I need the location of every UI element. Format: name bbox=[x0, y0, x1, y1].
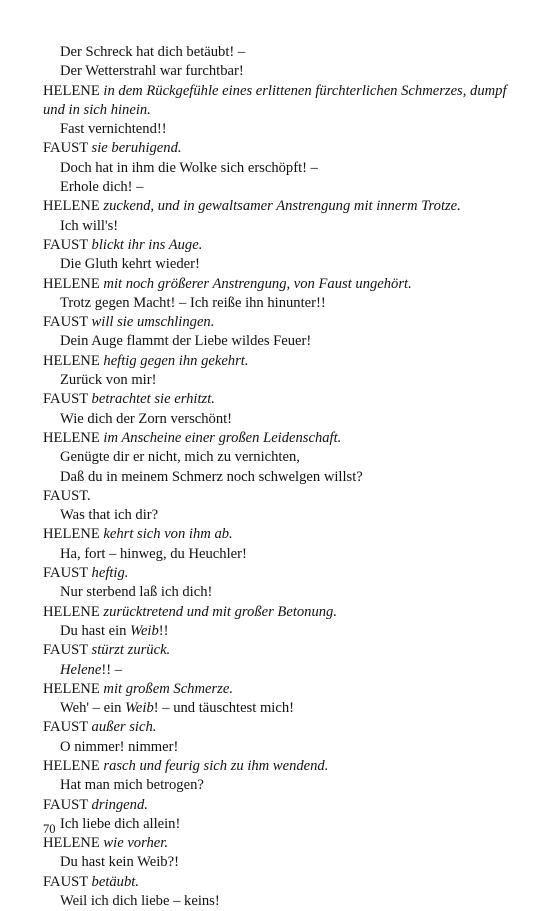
verse-line bbox=[43, 661, 513, 680]
speaker-line bbox=[43, 834, 513, 853]
stage-direction: außer sich. bbox=[91, 719, 157, 736]
emphasis-text: Helene bbox=[60, 661, 102, 678]
verse-line bbox=[43, 622, 513, 641]
emphasis-text: Weib bbox=[125, 700, 154, 717]
speaker-line bbox=[43, 236, 513, 255]
speaker-line bbox=[43, 757, 513, 776]
verse-line: Ich liebe dich allein! bbox=[60, 815, 181, 832]
verse-fragment: Weh' – ein bbox=[60, 700, 126, 717]
speaker-name: HELENE bbox=[43, 198, 100, 215]
verse-line: Trotz gegen Macht! – Ich reiße ihn hinunter!! bbox=[60, 294, 326, 311]
verse-line: Weil ich dich liebe – keins! bbox=[60, 893, 220, 910]
speaker-name: FAUST. bbox=[43, 487, 91, 504]
speaker-name: HELENE bbox=[43, 352, 100, 369]
speaker-line bbox=[43, 718, 513, 737]
speaker-line bbox=[43, 352, 513, 371]
play-text bbox=[43, 43, 513, 911]
verse-line: Daß du in meinem Schmerz noch schwelgen willst? bbox=[60, 468, 363, 485]
speaker-name: FAUST bbox=[43, 642, 88, 659]
speaker-name: FAUST bbox=[43, 236, 88, 253]
speaker-line bbox=[43, 525, 513, 544]
stage-direction: rasch und feurig sich zu ihm wendend. bbox=[103, 757, 329, 774]
page-number: 70 bbox=[43, 822, 56, 836]
stage-direction: zurücktretend und mit großer Betonung. bbox=[103, 603, 338, 620]
stage-direction: dringend. bbox=[91, 796, 148, 813]
verse-line: O nimmer! nimmer! bbox=[60, 738, 179, 755]
verse-line: Ha, fort – hinweg, du Heuchler! bbox=[60, 545, 247, 562]
stage-direction: kehrt sich von ihm ab. bbox=[103, 526, 233, 543]
speaker-name: HELENE bbox=[43, 757, 100, 774]
stage-direction: heftig gegen ihn gekehrt. bbox=[103, 352, 249, 369]
stage-direction: zuckend, und in gewaltsamer Anstrengung mit innerm Trotze. bbox=[103, 198, 461, 215]
stage-direction: betäubt. bbox=[91, 873, 139, 890]
stage-direction: wie vorher. bbox=[103, 835, 168, 852]
verse-fragment: Du hast ein bbox=[60, 622, 131, 639]
speaker-name: FAUST bbox=[43, 314, 88, 331]
speaker-name: HELENE bbox=[43, 526, 100, 543]
speaker-line bbox=[43, 564, 513, 583]
speaker-line bbox=[43, 275, 513, 294]
verse-line: Hat man mich betrogen? bbox=[60, 777, 204, 794]
speaker-line bbox=[43, 429, 513, 448]
speaker-name: HELENE bbox=[43, 275, 100, 292]
verse-line: Wie dich der Zorn verschönt! bbox=[60, 410, 233, 427]
speaker-line bbox=[43, 487, 513, 506]
verse-line: Der Wetterstrahl war furchtbar! bbox=[60, 63, 244, 80]
speaker-line bbox=[43, 82, 513, 121]
speaker-line bbox=[43, 390, 513, 409]
verse-line: Genügte dir er nicht, mich zu vernichten, bbox=[60, 449, 300, 466]
stage-direction: stürzt zurück. bbox=[91, 642, 171, 659]
emphasis-text: Weib bbox=[130, 622, 159, 639]
verse-line: Was that ich dir? bbox=[60, 507, 159, 524]
speaker-line bbox=[43, 603, 513, 622]
speaker-name: FAUST bbox=[43, 796, 88, 813]
verse-line: Ich will's! bbox=[60, 217, 119, 234]
stage-direction: mit noch größerer Anstrengung, von Faust ungehört. bbox=[103, 275, 412, 292]
verse-line: Der Schreck hat dich betäubt! – bbox=[60, 44, 246, 60]
speaker-name: FAUST bbox=[43, 719, 88, 736]
speaker-name: FAUST bbox=[43, 873, 88, 890]
speaker-name: FAUST bbox=[43, 140, 88, 157]
verse-line: Doch hat in ihm die Wolke sich erschöpft! – bbox=[60, 159, 318, 176]
verse-fragment: ! – und täuschtest mich! bbox=[153, 700, 294, 717]
stage-direction: betrachtet sie erhitzt. bbox=[91, 391, 215, 408]
speaker-line bbox=[43, 680, 513, 699]
speaker-line bbox=[43, 796, 513, 815]
stage-direction: in dem Rückgefühle eines erlittenen fürchterlichen Schmerzes, dumpf und in sich hinein. bbox=[43, 82, 507, 118]
stage-direction: heftig. bbox=[91, 565, 129, 582]
speaker-line bbox=[43, 641, 513, 660]
verse-line: Fast vernichtend!! bbox=[60, 121, 167, 138]
verse-line: Nur sterbend laß ich dich! bbox=[60, 584, 213, 601]
verse-line bbox=[43, 699, 513, 718]
speaker-line bbox=[43, 197, 513, 216]
verse-line: Du hast kein Weib?! bbox=[60, 854, 179, 871]
stage-direction: blickt ihr ins Auge. bbox=[91, 236, 203, 253]
speaker-line bbox=[43, 139, 513, 158]
stage-direction: sie beruhigend. bbox=[91, 140, 182, 157]
speaker-name: FAUST bbox=[43, 565, 88, 582]
speaker-name: HELENE bbox=[43, 835, 100, 852]
verse-fragment: !! bbox=[158, 622, 169, 639]
speaker-line bbox=[43, 873, 513, 892]
speaker-name: FAUST bbox=[43, 391, 88, 408]
stage-direction: will sie umschlingen. bbox=[91, 314, 215, 331]
speaker-name: HELENE bbox=[43, 603, 100, 620]
verse-line: Zurück von mir! bbox=[60, 372, 157, 389]
stage-direction: im Anscheine einer großen Leidenschaft. bbox=[103, 429, 342, 446]
speaker-name: HELENE bbox=[43, 82, 100, 99]
verse-fragment: !! – bbox=[101, 661, 122, 678]
verse-line: Die Gluth kehrt wieder! bbox=[60, 256, 200, 273]
verse-line: Erhole dich! – bbox=[60, 179, 144, 196]
stage-direction: mit großem Schmerze. bbox=[103, 680, 233, 697]
verse-line: Dein Auge flammt der Liebe wildes Feuer! bbox=[60, 333, 312, 350]
speaker-name: HELENE bbox=[43, 429, 100, 446]
speaker-line bbox=[43, 313, 513, 332]
speaker-name: HELENE bbox=[43, 680, 100, 697]
